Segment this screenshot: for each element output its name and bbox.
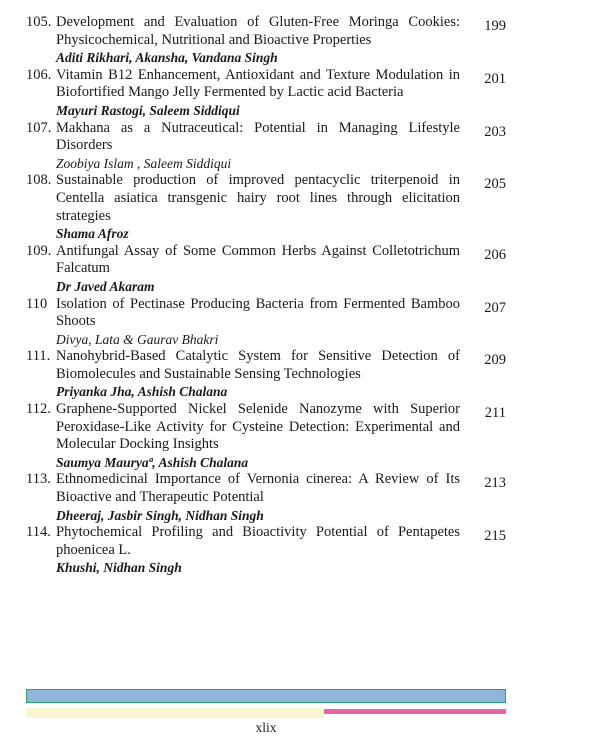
entry-page-number: 206 [484,246,506,263]
footer-pink-bar [324,709,506,714]
entry-authors: Divya, Lata & Gaurav Bhakri [56,331,219,347]
entry-title: Sustainable production of improved pentacyclic triterpenoid in Centella asiatica transgenic hairy root lines through elicitation strategies [56,172,460,224]
entry-title: Antifungal Assay of Some Common Herbs Against Colletotrichum Falcatum [56,242,460,277]
entry-number: 109. [26,242,52,259]
entry-authors: Khushi, Nidhan Singh [56,560,182,576]
entry-number: 108. [26,172,52,189]
entry-title: Makhana as a Nutraceutical: Potential in Managing Lifestyle Disorders [56,119,460,154]
entry-title: Isolation of Pectinase Producing Bacteria from Fermented Bamboo Shoots [56,295,460,330]
toc-entry-105 [26,14,516,67]
entry-page-number: 203 [484,123,506,140]
entry-authors: Saumya Mauryaª, Ashish Chalana [56,454,249,470]
entry-title: Vitamin B12 Enhancement, Antioxidant and Texture Modulation in Biofortified Mango Jelly Fermented by Lactic acid Bacteria [56,66,460,101]
page-folio: xlix [255,720,277,735]
toc-entry-107 [26,120,516,173]
table-of-contents [26,14,516,577]
toc-entry-112 [26,401,516,471]
entry-page-number: 199 [484,18,506,34]
toc-entry-110 [26,296,516,349]
entry-number: 107. [26,119,52,136]
entry-title: Graphene-Supported Nickel Selenide Nanozyme with Superior Peroxidase-Like Activity for Cysteine Detection: Experimental and Molecular Docking Insights [56,401,460,453]
entry-title: Development and Evaluation of Gluten-Free Moringa Cookies: Physicochemical, Nutritional and Bioactive Properties [56,14,460,48]
entry-authors: Aditi Rikhari, Akansha, Vandana Singh [56,50,278,66]
toc-entry-113 [26,471,516,524]
footer-cream-bar [26,708,324,718]
entry-number: 111. [26,348,51,365]
footer-blue-bar [26,689,506,703]
entry-authors: Mayuri Rastogi, Saleem Siddiqui [56,102,240,118]
entry-page-number: 201 [484,70,506,87]
entry-page-number: 213 [484,475,506,492]
toc-entry-111 [26,348,516,401]
entry-authors: Dheeraj, Jasbir Singh, Nidhan Singh [56,507,264,523]
entry-page-number: 205 [484,176,506,193]
toc-entry-106 [26,67,516,120]
entry-number: 114. [26,524,51,541]
entry-number: 106. [26,66,52,83]
entry-number: 112. [26,401,51,418]
entry-page-number: 209 [484,352,506,369]
entry-authors: Zoobiya Islam , Saleem Siddiqui [56,155,232,171]
entry-title: Ethnomedicinal Importance of Vernonia cinerea: A Review of Its Bioactive and Therapeutic Potential [56,471,460,506]
entry-authors: Dr Javed Akaram [56,278,155,294]
entry-title: Phytochemical Profiling and Bioactivity Potential of Pentapetes phoenicea L. [56,524,460,558]
toc-entry-114 [26,524,516,577]
entry-page-number: 215 [484,528,506,545]
entry-title: Nanohybrid-Based Catalytic System for Sensitive Detection of Biomolecules and Sustainable Sensing Technologies [56,348,460,382]
entry-number: 110 [26,295,48,312]
entry-authors: Shama Afroz [56,226,129,242]
toc-entry-108 [26,172,516,242]
toc-entry-109 [26,243,516,296]
entry-number: 113. [26,471,51,488]
entry-page-number: 207 [484,299,506,316]
entry-page-number: 211 [484,405,506,422]
entry-authors: Priyanka Jha, Ashish Chalana [56,384,228,400]
entry-number: 105. [26,14,52,30]
